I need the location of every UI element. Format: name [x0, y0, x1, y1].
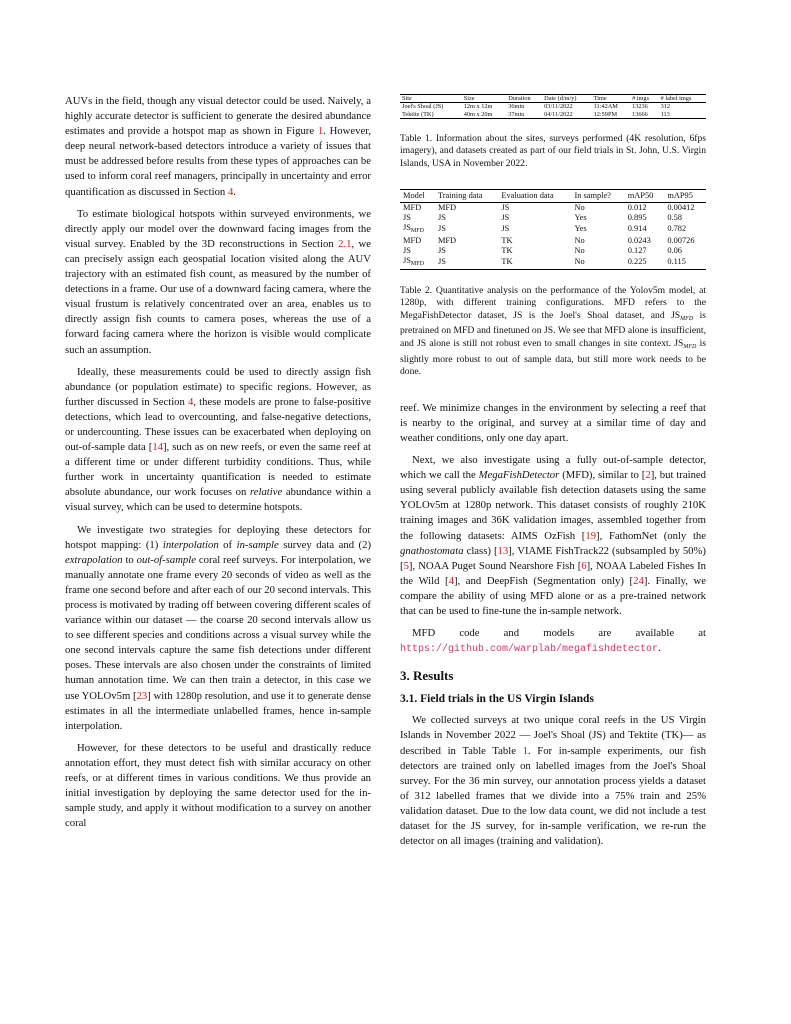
table-1-cell: 13236 — [632, 103, 648, 111]
table-2-row — [400, 256, 706, 270]
table-2-cell: No — [574, 245, 585, 255]
right-column-text — [400, 401, 706, 658]
table-2-header-row — [400, 189, 706, 202]
table-2-model-cell: $JS_{MFD}$ — [400, 256, 435, 270]
table-2-map95-cell: 0.782 — [667, 224, 687, 234]
table-2-cell: No — [571, 256, 624, 270]
table-1-header-cell: Duration — [506, 95, 542, 103]
table-2-header-cell: Training data — [435, 189, 498, 202]
table-1-cell: 04/11/2022 — [542, 111, 591, 119]
table-2-row — [400, 246, 706, 256]
table-2-cell: Yes — [574, 224, 587, 234]
left-paragraph-2: To estimate biological hotspots within surveyed environments, we directly apply our model over the downward facing images from the visual survey. Enabled by the 3D reconstructions in Section 2.1, we can precisely assign each geospatial location visited along the AUV trajectory with an estimated fish count, as measured by the number of detections in a frame. Our use of a downward facing camera, where the visual frustum is relatively concentrated over an area, enables us to directly assign fish counts to camera poses, whereas the use of a forward facing camera where the horizon is visible would complicate such an assumption. — [65, 207, 371, 356]
citation-link[interactable]: 4 — [227, 185, 234, 198]
table-1-row — [400, 111, 706, 119]
emphasis-text: extrapolation — [65, 553, 123, 566]
table-2-map50-cell: 0.914 — [627, 224, 647, 234]
citation-link[interactable]: 19 — [585, 529, 597, 542]
table-2-header-cell: mAP50 — [625, 189, 665, 202]
caption-subscript: MFD — [683, 344, 697, 351]
table-1-cell: Tektite (TK) — [400, 111, 462, 119]
table-2-caption: Table 2. Quantitative analysis on the performance of the Yolov5m model, at 1280p, with different training configurations. MFD refers to the MegaFishDetector dataset, JS is the Joel's Shoal dataset, and $JS_{MFD}$ is pretrained on MFD and finetuned on JS. We see that MFD alone is insufficient, and JS alone is still not robust even to small changes in site context. $JS_{MFD}$ is slightly more robust to out of sample data, but still more work needs to be done. — [400, 284, 706, 378]
table-2-body — [400, 202, 706, 269]
table-1-cell: 12m x 12m — [463, 103, 493, 111]
left-column — [65, 94, 371, 838]
citation-link[interactable]: 6 — [581, 559, 587, 572]
table-2-map95-cell: 0.00726 — [667, 235, 695, 245]
right-paragraph-3: MFD code and models are available at https://github.com/warplab/megafishdetector. — [400, 627, 706, 656]
citation-link[interactable]: 1 — [317, 125, 324, 138]
table-2-cell: TK — [498, 256, 571, 270]
table-2-map50-cell: 0.225 — [625, 256, 665, 270]
table-2-row — [400, 236, 706, 246]
table-2-row — [400, 223, 706, 236]
table-2-map95-cell: 0.58 — [667, 212, 682, 222]
table-2-model-cell: MFD — [403, 202, 422, 212]
table-2-cell: TK — [501, 235, 513, 245]
emphasis-text: interpolation — [162, 538, 219, 551]
table-1-cell: 40m x 20m — [462, 111, 506, 119]
citation-link[interactable]: 23 — [136, 689, 148, 702]
table-2-cell: JS — [437, 245, 446, 255]
citation-link[interactable]: 5 — [403, 559, 409, 572]
table-2-map50-cell: 0.895 — [627, 212, 647, 222]
citation-link[interactable]: 1 — [522, 744, 528, 757]
emphasis-text: in-sample — [236, 538, 279, 551]
table-1-header-cell: # label imgs — [659, 95, 706, 103]
table-2-header-cell: In sample? — [571, 189, 624, 202]
table-1-grid — [400, 94, 706, 119]
table-1-cell: 36min — [508, 103, 525, 111]
table-2-cell: JS — [437, 212, 446, 222]
citation-link[interactable]: 14 — [152, 441, 163, 454]
table-2-cell: JS — [501, 202, 510, 212]
table-2-cell: JS — [501, 224, 510, 234]
table-2-cell: JS — [435, 256, 498, 270]
table-2-map95-cell: 0.115 — [664, 256, 706, 270]
table-2-cell: JS — [437, 224, 446, 234]
table-1-header-row — [400, 95, 706, 103]
citation-link[interactable]: 4 — [448, 574, 454, 587]
table-2-cell: No — [574, 202, 585, 212]
table-1-header-cell: Time — [592, 95, 630, 103]
table-1-cell: 113 — [659, 111, 706, 119]
table-1-cell: 03/11/2022 — [544, 103, 573, 111]
table-2-grid — [400, 189, 706, 270]
results-text — [400, 713, 706, 849]
table-2-cell: MFD — [437, 202, 457, 212]
citation-link[interactable]: 4 — [188, 395, 194, 408]
left-column-text — [65, 94, 371, 831]
table-1-header-cell: # imgs — [630, 95, 659, 103]
table-2-map95-cell: 0.00412 — [667, 202, 695, 212]
caption-subscript: MFD — [680, 315, 694, 322]
subsection-heading-field-trials: 3.1. Field trials in the US Virgin Islands — [400, 693, 594, 706]
section-heading-results: 3. Results — [400, 668, 454, 684]
table-2-row — [400, 213, 706, 223]
citation-link[interactable]: 24 — [633, 574, 644, 587]
table-2-map95-cell: 0.06 — [667, 245, 682, 255]
left-paragraph-1: AUVs in the field, though any visual detector could be used. Naively, a highly accurate detector is sufficient to generate the desired abundance estimates and provide a hotspot map as shown in Figure 1. However, deep neural network-based detectors introduce a variety of issues that must be addressed before results from these types of approaches can be used to inform coral reef managers, principally in uncertainty and error quantification as discussed in Section 4. — [65, 95, 371, 198]
table-2-cell: JS — [501, 212, 510, 222]
right-column — [400, 94, 706, 856]
table-2-header-cell: Model — [400, 189, 435, 202]
table-1-cell: 37min — [506, 111, 542, 119]
table-2-row — [400, 202, 706, 213]
table-1 — [400, 94, 706, 171]
table-1-row — [400, 103, 706, 111]
table-1-caption: Table 1. Information about the sites, surveys performed (4K resolution, 6fps imagery), and datasets created as part of our field trials in St. John, U.S. Virgin Islands, USA in November 2022. — [400, 132, 706, 170]
table-1-header-cell: Date (d/m/y) — [542, 95, 591, 103]
model-subscript: MFD — [410, 227, 424, 234]
table-2-model-cell: MFD — [403, 235, 422, 245]
table-2-cell: No — [574, 235, 585, 245]
left-paragraph-4: We investigate two strategies for deploying these detectors for hotspot mapping: (1) interpolation of in-sample survey data and (2) extrapolation to out-of-sample coral reef surveys. For interpolation, we manually annotate one frame every 20 seconds of video as well as the frame one second before and after each of our 20 second intervals. This process is motivated by trading off between covering different scales of variance within our dataset — the coarse 20 second intervals allow us to see different species and conditions across a visual survey while the one second intervals capture the same fish detections under different poses. These intervals are also chosen under the constraints of limited human annotation time. We can then train a detector, in this case we use YOLOv5m [23] with 1280p resolution, and use it to generate dense estimates in all the intermediate unlabelled frames, hence in-sample interpolation. — [65, 523, 372, 732]
emphasis-text: relative — [249, 486, 283, 499]
table-1-cell: 11:42AM — [593, 103, 618, 111]
table-2-model-cell: JS — [403, 212, 411, 222]
results-paragraph: We collected surveys at two unique coral reefs in the US Virgin Islands in November 2022 — Joel's Shoal (JS) and Tektite (TK)— as described in Table Table 1. For in-sample experiments, our fish detectors are trained only on labelled images from the Joel's Shoal survey. For the 36 min survey, our annotation process yields a dataset of 312 labelled frames that we divide into a 75% train and 25% validation dataset. Due to the low data count, we did not include a test dataset for the JS survey, for in-sample verification, we re-run the detector on all images (training and validation). — [400, 714, 706, 848]
table-2-cell: Yes — [574, 212, 587, 222]
table-1-cell: 12:59PM — [592, 111, 630, 119]
table-2-header-cell: Evaluation data — [498, 189, 571, 202]
table-2-model-cell: JS — [403, 245, 411, 255]
right-paragraph-2: Next, we also investigate using a fully out-of-sample detector, which we call the MegaFishDetector (MFD), similar to [2], but trained using several publicly available fish detection datasets using the same YOLOv5m at 1280p network. This dataset consists of roughly 210K training images and 36K validation images, assembled together from the following datasets: AIMS OzFish [19], FathomNet (only the gnathostomata class) [13], VIAME FishTrack22 (subsampled by 50%) [5], NOAA Puget Sound Nearshore Fish [6], NOAA Labeled Fishes In the Wild [4], and DeepFish (Segmentation only) [24]. Finally, we compare the ability of using MFD alone or as a pre-trained network that can be used to fine-tune the in-sample network. — [400, 454, 707, 618]
table-1-cell: Joel's Shoal (JS) — [402, 103, 444, 111]
table-2-map50-cell: 0.0243 — [627, 235, 651, 245]
table-2-map50-cell: 0.127 — [627, 245, 647, 255]
emphasis-text: out-of-sample — [136, 553, 196, 566]
table-1-header-cell: Size — [462, 95, 506, 103]
table-2-cell: MFD — [437, 235, 457, 245]
table-2-model-cell: $JS_{MFD}$ — [403, 222, 424, 234]
table-2-header-cell: mAP95 — [664, 189, 706, 202]
emphasis-text: MegaFishDetector — [478, 469, 560, 482]
citation-link[interactable]: 2 — [645, 469, 651, 482]
table-1-cell: 312 — [660, 103, 671, 111]
citation-link[interactable]: 13 — [497, 544, 509, 557]
table-2-map50-cell: 0.012 — [627, 202, 647, 212]
left-paragraph-5: However, for these detectors to be useful and drastically reduce annotation effort, they must detect fish with similar accuracy on other reefs, or at different times in various conditions. We thus provide an initial investigation by deploying the same detector used for the in-sample study, and apply it without modification to a survey on another coral — [65, 741, 371, 830]
table-1-header-cell: Site — [400, 95, 462, 103]
table-2-cell: TK — [501, 245, 513, 255]
table-2 — [400, 189, 706, 379]
left-paragraph-3: Ideally, these measurements could be used to directly assign fish abundance (or population estimate) to specific regions. However, as further discussed in Section 4, these models are prone to false-positive detections, which lead to overcounting, and false-negative detections, or undercounting. These issues can be exacerbated when deploying on out-of-sample data [14], such as on new reefs, or even the same reef at a different time or under different turbidity conditions. Thus, while further work in uncertainty quantification is needed to estimate absolute abundance, our work focuses on relative abundance within a visual survey, which can be used to determine hotspots. — [65, 365, 371, 514]
citation-link[interactable]: 2.1 — [338, 237, 352, 250]
table-1-body — [400, 103, 706, 119]
code-url-link[interactable]: https://github.com/warplab/megafishdetector — [400, 644, 659, 656]
right-paragraph-1: reef. We minimize changes in the environment by selecting a reef that is nearby to the original, and survey at a similar time of day and weather conditions, only one day apart. — [400, 401, 706, 445]
model-subscript: MFD — [410, 260, 424, 267]
emphasis-text: gnathostomata — [400, 544, 464, 557]
table-1-cell: 13666 — [630, 111, 659, 119]
